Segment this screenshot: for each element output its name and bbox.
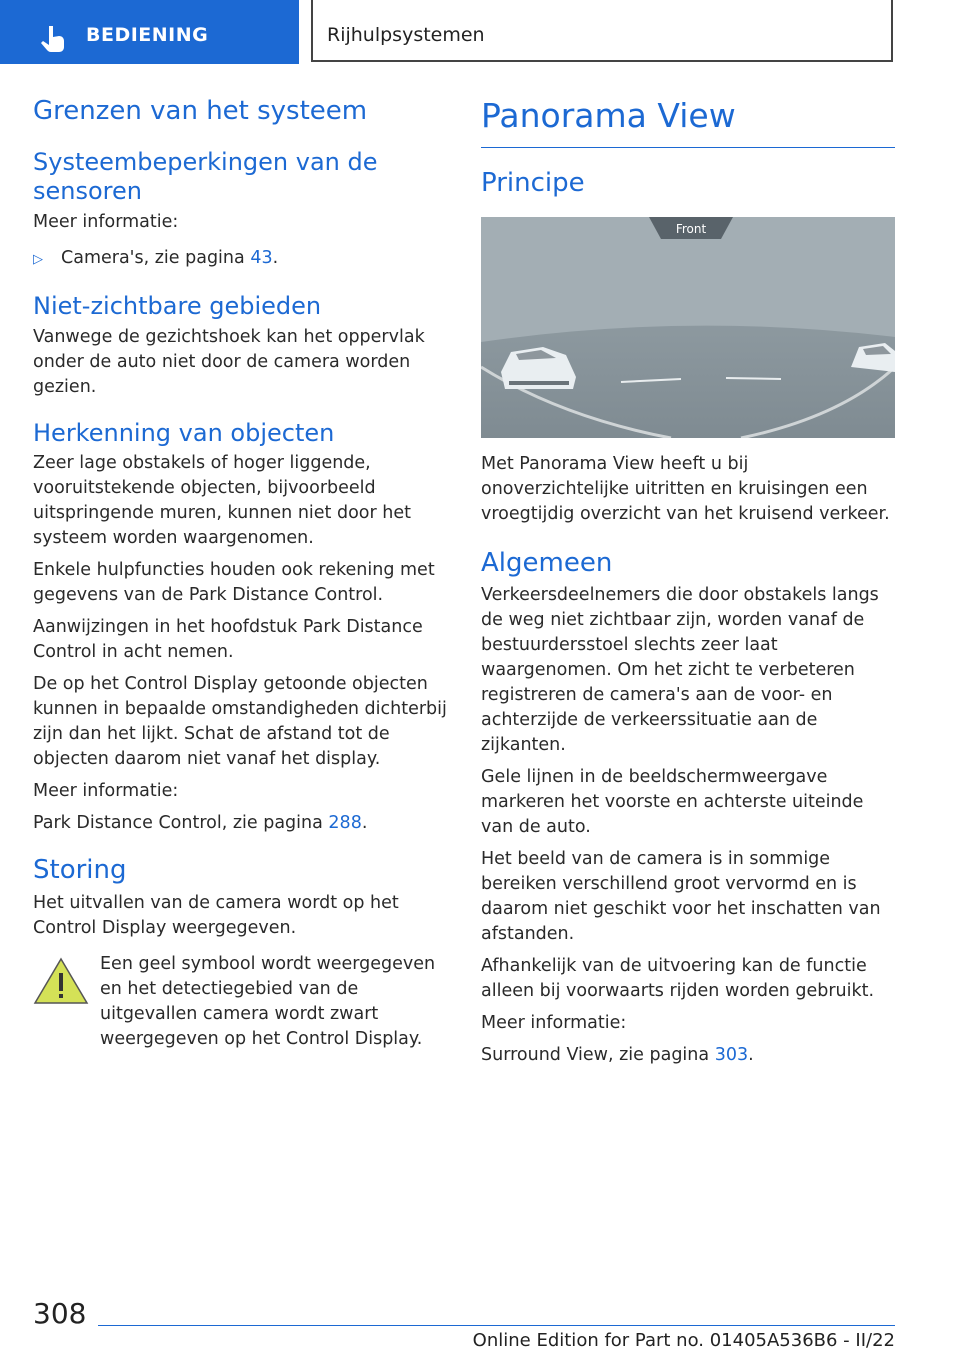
page-number: 308 (33, 1297, 87, 1330)
chapter-title: Rijhulpsystemen (327, 24, 485, 46)
warning-triangle-icon (33, 956, 89, 1006)
heading-object-recognition: Herkenning van objecten (33, 418, 335, 447)
paragraph-recognition-1: Zeer lage obstakels of hoger liggende, vooruitstekende objecten, bijvoorbeeld uitspringende muren, kunnen niet door het systeem worden waargenomen. (33, 453, 411, 549)
image-front-label: Front (675, 221, 707, 236)
hand-pointer-icon (38, 24, 68, 54)
warning-text: Een geel symbool wordt weergegeven en het detectiegebied van de uitgevallen camera wordt zwart weergegeven op het Control Display. (100, 953, 436, 1049)
paragraph-general-3: Het beeld van de camera is in sommige bereiken verschillend groot vervormd en is daarom niet geschikt voor het inschatten van afstanden. (481, 848, 881, 944)
paragraph-not-visible: Vanwege de gezichtshoek kan het oppervlak onder de auto niet door de camera worden gezien. (33, 326, 425, 397)
paragraph-recognition-2: Enkele hulpfuncties houden ook rekening met gegevens van de Park Distance Control. (33, 560, 435, 606)
heading-system-limits: Grenzen van het systeem (33, 96, 368, 126)
chapter-header (311, 0, 893, 62)
paragraph-recognition-3: Aanwijzingen in het hoofdstuk Park Distance Control in acht nemen. (33, 617, 423, 663)
paragraph-principle: Met Panorama View heeft u bij onoverzichtelijke uitritten en kruisingen een vroegtijdig overzicht van het kruisend verkeer. (481, 453, 890, 524)
page-link-288[interactable]: 288 (328, 813, 362, 834)
pdc-reference: Park Distance Control, zie pagina 288. (33, 813, 368, 834)
heading-principle: Principe (481, 167, 585, 198)
panorama-camera-image (481, 217, 895, 438)
section-tab[interactable] (0, 0, 299, 64)
surround-view-reference: Surround View, zie pagina 303. (481, 1044, 754, 1065)
list-item-text: Camera's, zie pagina 43. (61, 247, 279, 268)
paragraph-recognition-4: De op het Control Display getoonde objecten kunnen in bepaalde omstandigheden dichterbij zijn dan het lijkt. Schat de afstand tot de objecten daarom niet vanaf het display. (33, 674, 447, 770)
more-info-label: Meer informatie: (481, 1012, 627, 1033)
heading-panorama-view: Panorama View (481, 96, 736, 135)
section-label: BEDIENING (86, 24, 209, 46)
page-link-303[interactable]: 303 (714, 1044, 749, 1065)
page-link-43[interactable]: 43 (250, 247, 273, 268)
more-info-label: Meer informatie: (33, 781, 179, 802)
left-column (33, 96, 448, 1052)
heading-sensor-limits: Systeembeperkingen van de sensoren (33, 148, 378, 205)
footer-rule (98, 1325, 895, 1326)
heading-not-visible-areas: Niet-zichtbare gebieden (33, 291, 322, 320)
paragraph-fault: Het uitvallen van de camera wordt op het Control Display weergegeven. (33, 892, 399, 938)
warning-note (33, 952, 448, 1052)
triangle-bullet-icon: ▷ (33, 251, 43, 267)
more-info-label: Meer informatie: (33, 211, 179, 232)
heading-general: Algemeen (481, 547, 613, 578)
paragraph-general-4: Afhankelijk van de uitvoering kan de functie alleen bij voorwaarts rijden worden gebruikt. (481, 955, 875, 1001)
paragraph-general-1: Verkeersdeelnemers die door obstakels langs de weg niet zichtbaar zijn, worden vanaf de bestuurdersstoel slechts zeer laat waargenomen. Om het zicht te verbeteren registreren de camera's aan de voor- en achterzijde de verkeerssituatie aan de zijkanten. (481, 584, 879, 755)
paragraph-general-2: Gele lijnen in de beeldschermweergave markeren het voorste en achterste uiteinde van de auto. (481, 766, 864, 837)
right-column (481, 96, 895, 1068)
list-item-cameras (33, 246, 448, 272)
heading-rule (481, 147, 895, 148)
heading-fault: Storing (33, 855, 127, 886)
footer-edition: Online Edition for Part no. 01405A536B6 - II/22 (472, 1330, 895, 1351)
